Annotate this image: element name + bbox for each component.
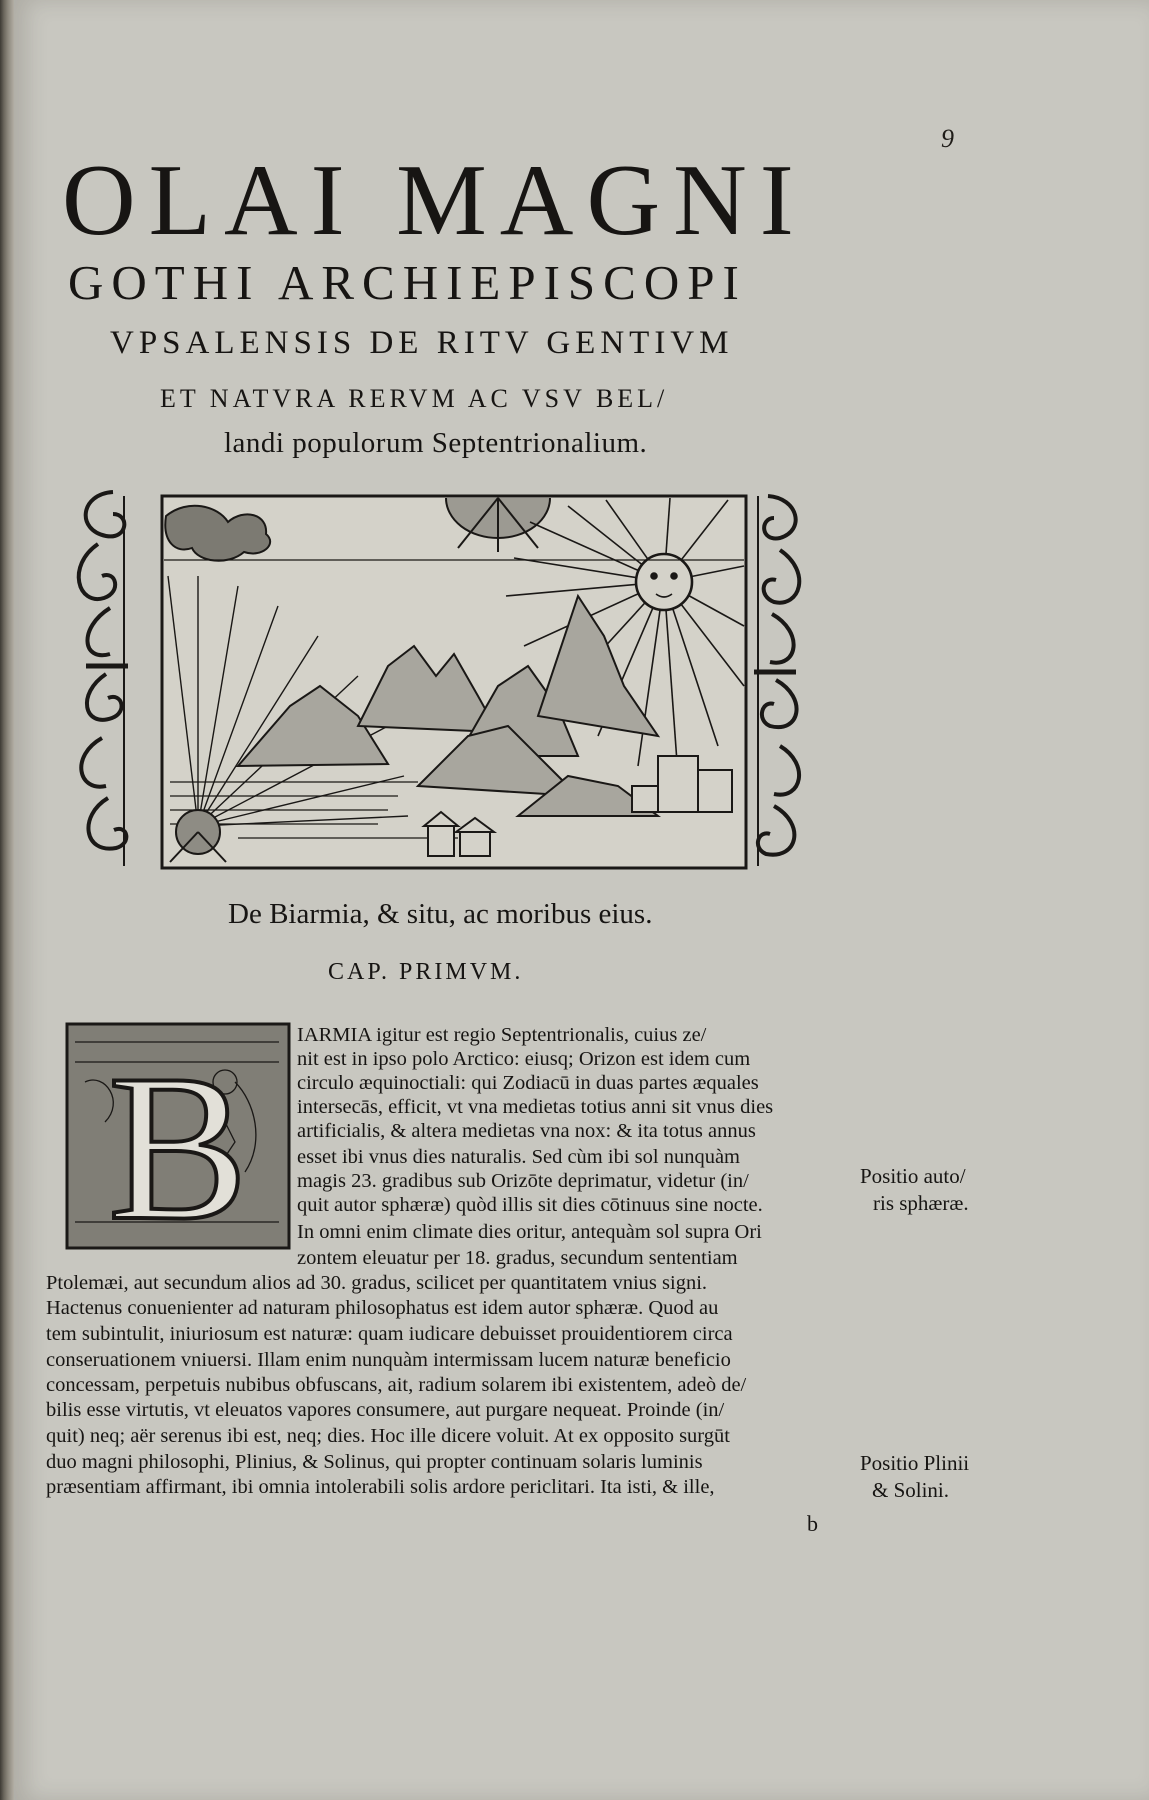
text-line: conseruationem vniuersi. Illam enim nunquàm intermissam lucem naturæ beneficio (46, 1349, 731, 1371)
title-line-4: ET NATVRA RERVM AC VSV BEL/ (160, 384, 669, 413)
left-ornament-border (79, 492, 128, 866)
text-line: artificialis, & altera medietas vna nox: & ita totus annus (297, 1120, 756, 1142)
text-line: præsentiam affirmant, ibi omnia intolerabili solis ardore periclitari. Ita isti, & ille, (46, 1476, 715, 1498)
margin-note-2-line-1: Positio Plinii (860, 1451, 970, 1475)
text-line: IARMIA igitur est regio Septentrionalis, cuius ze/ (297, 1024, 707, 1046)
text-line: duo magni philosophi, Plinius, & Solinus, qui propter continuam solaris luminis (46, 1451, 703, 1473)
title-line-2: GOTHI ARCHIEPISCOPI (68, 255, 747, 310)
text-line: quit autor sphæræ) quòd illis sit dies cōtinuus sine nocte. (297, 1194, 763, 1216)
text-line: In omni enim climate dies oritur, antequàm sol supra Ori (297, 1221, 762, 1243)
text-line: quit) neq; aër serenus ibi est, neq; dies. Hoc ille dicere voluit. At ex opposito surgūt (46, 1425, 730, 1447)
text-line: intersecās, efficit, vt vna medietas totius anni sit vnus dies (297, 1096, 774, 1118)
signature-mark: b (807, 1511, 818, 1536)
half-sun (446, 498, 550, 552)
text-line: zontem eleuatur per 18. gradus, secundum sententiam (297, 1247, 738, 1269)
text-line: esset ibi vnus dies naturalis. Sed cùm ibi sol nunquàm (297, 1146, 740, 1168)
page-sheet (14, 0, 1149, 1800)
text-line: bilis esse virtutis, vt eleuatos vapores consumere, aut purgare nequeat. Proinde (in/ (46, 1399, 725, 1421)
text-line: concessam, perpetuis nubibus obfuscans, ait, radium solarem ibi existentem, adeò de/ (46, 1374, 747, 1396)
decorated-initial (65, 1022, 291, 1250)
text-line: nit est in ipso polo Arctico: eiusq; Orizon est idem cum (297, 1048, 751, 1070)
text-line: tem subintulit, iniuriosum est naturæ: quam iudicare debuisset prouidentiorem circa (46, 1323, 733, 1345)
margin-note-1-line-2: ris sphæræ. (873, 1191, 969, 1215)
margin-note-2-line-2: & Solini. (872, 1478, 950, 1502)
text-line: Ptolemæi, aut secundum alios ad 30. gradus, scilicet per quantitatem vnius signi. (46, 1272, 708, 1294)
margin-note-1-line-1: Positio auto/ (860, 1164, 966, 1188)
text-line: magis 23. gradibus sub Orizōte deprimatur, videtur (in/ (297, 1170, 749, 1192)
chapter-subtitle: De Biarmia, & situ, ac moribus eius. (228, 898, 653, 930)
text-line: Hactenus conuenienter ad naturam philosophatus est idem autor sphæræ. Quod au (46, 1297, 719, 1319)
woodcut-illustration (58, 486, 848, 876)
text-line: circulo æquinoctiali: qui Zodiacū in duas partes æquales (297, 1072, 759, 1094)
right-ornament-border (754, 496, 799, 866)
page-number: 9 (941, 124, 954, 153)
title-line-5: landi populorum Septentrionalium. (224, 427, 648, 459)
binding-edge (0, 0, 14, 1800)
title-line-1: OLAI MAGNI (62, 144, 807, 257)
chapter-heading: CAP. PRIMVM. (328, 959, 524, 985)
title-line-3: VPSALENSIS DE RITV GENTIVM (110, 325, 734, 361)
initial-letter: B (107, 1032, 249, 1250)
